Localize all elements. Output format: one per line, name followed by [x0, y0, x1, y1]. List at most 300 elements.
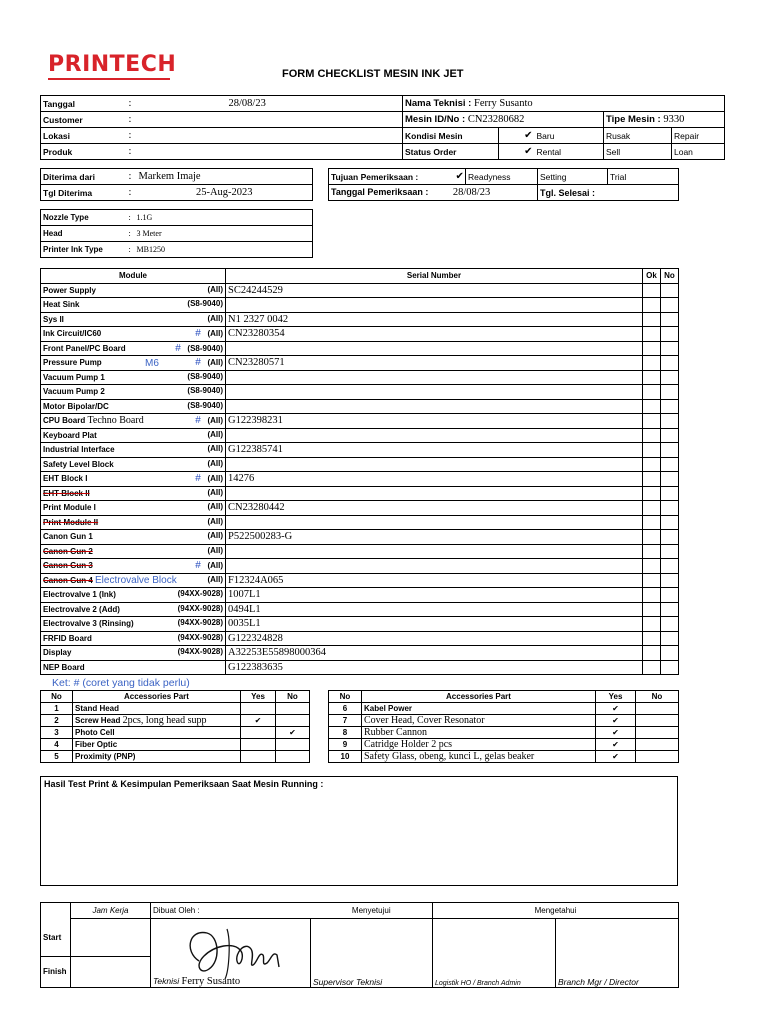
- hash-mark: #: [195, 415, 201, 426]
- ok-check[interactable]: [643, 341, 661, 356]
- accessory-row: [329, 727, 679, 739]
- module-cell: [41, 559, 226, 574]
- no-check[interactable]: [661, 486, 679, 501]
- module-name: Motor Bipolar/DC: [43, 401, 109, 411]
- module-cell: [41, 617, 226, 632]
- module-cell: [41, 631, 226, 646]
- module-code: (All): [207, 531, 223, 540]
- jam-kerja-header: Jam Kerja: [71, 903, 151, 919]
- accessory-no-mark[interactable]: [276, 703, 310, 715]
- module-code: (All): [207, 574, 223, 584]
- spec-label: Printer Ink Type: [41, 242, 127, 258]
- accessory-no-mark[interactable]: [276, 751, 310, 763]
- accessory-no-mark[interactable]: [636, 751, 679, 763]
- module-code: (All): [207, 545, 223, 555]
- diterima-table: [40, 168, 313, 201]
- diterima-dari-label: Diterima dari: [41, 169, 127, 185]
- dibuat-oleh-header: Dibuat Oleh :: [151, 903, 311, 919]
- accessory-no: 8: [329, 727, 362, 739]
- serial-number[interactable]: CN23280571: [226, 356, 643, 371]
- accessory-yes[interactable]: ✔: [596, 751, 636, 763]
- module-cell: [41, 312, 226, 327]
- logistik-signature-cell[interactable]: [433, 919, 556, 988]
- accessory-no-mark[interactable]: [636, 727, 679, 739]
- serial-number[interactable]: [226, 428, 643, 443]
- accessory-part: [73, 703, 241, 715]
- no-check[interactable]: [661, 327, 679, 342]
- module-name: Print Module I: [43, 503, 96, 513]
- logistik-label: Logistik HO / Branch Admin: [435, 980, 521, 987]
- customer-value[interactable]: [227, 112, 403, 128]
- no-check[interactable]: [661, 617, 679, 632]
- hasil-box[interactable]: [40, 776, 678, 886]
- serial-number[interactable]: A32253E55898000364: [226, 646, 643, 661]
- tanggal-label: Tanggal: [41, 96, 127, 112]
- module-name: Safety Level Block: [43, 459, 114, 469]
- module-name: EHT Block II: [43, 488, 90, 498]
- no-check[interactable]: [661, 399, 679, 414]
- module-code: (S8-9040): [187, 371, 223, 381]
- module-cell: [41, 530, 226, 545]
- module-name: Vacuum Pump 1: [43, 372, 105, 382]
- module-code: (All): [207, 458, 223, 468]
- ket-note: Ket: # (coret yang tidak perlu): [52, 677, 190, 689]
- accessory-no: 3: [41, 727, 73, 739]
- nama-teknisi-value: Ferry Susanto: [474, 98, 533, 109]
- module-cell: [41, 327, 226, 342]
- serial-number[interactable]: G122324828: [226, 631, 643, 646]
- module-row: [41, 660, 679, 675]
- accessory-no-mark[interactable]: ✔: [276, 727, 310, 739]
- module-cell: [41, 399, 226, 414]
- accessory-row: [329, 751, 679, 763]
- mengetahui-header: Mengetahui: [433, 903, 679, 919]
- module-cell: [41, 370, 226, 385]
- accessory-part-name: Stand Head: [75, 704, 120, 713]
- module-cell: [41, 443, 226, 458]
- module-name: Electrovalve 2 (Add): [43, 604, 120, 614]
- ok-check[interactable]: [643, 646, 661, 661]
- module-code: (All): [207, 561, 223, 570]
- status-order-label: Status Order: [403, 144, 499, 160]
- serial-number[interactable]: CN23280442: [226, 501, 643, 516]
- hasil-label: Hasil Test Print & Kesimpulan Pemeriksaan Saat Mesin Running :: [44, 779, 324, 789]
- module-code: (All): [207, 358, 223, 367]
- module-code: (S8-9040): [187, 299, 223, 308]
- module-cell: [41, 414, 226, 429]
- loan-option[interactable]: Loan: [672, 144, 725, 160]
- module-code: (94XX-9028): [177, 603, 223, 613]
- ok-check[interactable]: [643, 428, 661, 443]
- no-check[interactable]: [661, 472, 679, 487]
- mesin-id-label: Mesin ID/No :: [405, 114, 466, 125]
- module-cell: [41, 457, 226, 472]
- accessory-row: [41, 703, 310, 715]
- module-code: (S8-9040): [187, 386, 223, 395]
- accessory-no: 1: [41, 703, 73, 715]
- module-code: (S8-9040): [187, 400, 223, 410]
- accessory-part-name: Proximity (PNP): [75, 752, 136, 761]
- supervisor-label: Supervisor Teknisi: [313, 977, 383, 987]
- module-cell: [41, 341, 226, 356]
- module-code: (94XX-9028): [177, 589, 223, 598]
- module-cell: [41, 573, 226, 588]
- ok-check[interactable]: [643, 573, 661, 588]
- ok-check[interactable]: [643, 298, 661, 313]
- module-cell: [41, 501, 226, 516]
- serial-number[interactable]: 14276: [226, 472, 643, 487]
- module-cell: [41, 283, 226, 298]
- signature-table: [40, 902, 679, 988]
- serial-number[interactable]: P522500283-G: [226, 530, 643, 545]
- spec-value[interactable]: MB1250: [135, 242, 313, 258]
- module-row: [41, 443, 679, 458]
- readyness-check[interactable]: ✔: [454, 169, 466, 185]
- supervisor-signature-cell[interactable]: [311, 919, 433, 988]
- module-row: [41, 530, 679, 545]
- serial-number[interactable]: [226, 515, 643, 530]
- no-check[interactable]: [661, 559, 679, 574]
- no-check[interactable]: [661, 588, 679, 603]
- module-code: (All): [207, 313, 223, 323]
- module-name: Display: [43, 648, 72, 658]
- accessory-yes[interactable]: [241, 739, 276, 751]
- lokasi-value[interactable]: [227, 128, 403, 144]
- teknisi-label: Teknisi: [153, 976, 180, 986]
- no-check[interactable]: [661, 443, 679, 458]
- accessory-part: [73, 715, 241, 727]
- serial-number[interactable]: [226, 544, 643, 559]
- accessory-part: Kabel Power: [362, 703, 596, 715]
- no-check[interactable]: [661, 414, 679, 429]
- module-row: [41, 327, 679, 342]
- ok-check[interactable]: [643, 312, 661, 327]
- no-check[interactable]: [661, 602, 679, 617]
- module-row: [41, 399, 679, 414]
- kondisi-label: Kondisi Mesin: [403, 128, 499, 144]
- module-row: [41, 283, 679, 298]
- colon: :: [127, 128, 227, 144]
- rusak-option[interactable]: Rusak: [604, 128, 672, 144]
- ok-check[interactable]: [643, 501, 661, 516]
- module-code: (All): [207, 487, 223, 497]
- module-row: [41, 617, 679, 632]
- module-row: [41, 457, 679, 472]
- module-cell: [41, 660, 226, 675]
- hash-mark: #: [175, 342, 181, 354]
- module-name: FRFID Board: [43, 633, 92, 643]
- serial-number[interactable]: 1007L1: [226, 588, 643, 603]
- accessory-no: 9: [329, 739, 362, 751]
- teknisi-name: Ferry Susanto: [181, 976, 241, 987]
- no-check[interactable]: [661, 283, 679, 298]
- ok-check[interactable]: [643, 588, 661, 603]
- module-row: [41, 631, 679, 646]
- module-cell: [41, 428, 226, 443]
- accessory-no: 4: [41, 739, 73, 751]
- module-name: Power Supply: [43, 285, 96, 295]
- module-row: [41, 472, 679, 487]
- accessory-row: [329, 703, 679, 715]
- serial-number[interactable]: [226, 457, 643, 472]
- tanggal-pemeriksaan-cell[interactable]: [329, 185, 538, 201]
- module-name: Print Module II: [43, 517, 99, 527]
- module-row: [41, 312, 679, 327]
- module-name: CPU Board: [43, 416, 86, 426]
- accessory-no-mark[interactable]: [636, 739, 679, 751]
- accessory-row: [329, 715, 679, 727]
- start-label: Start: [41, 919, 71, 957]
- serial-number[interactable]: G122398231: [226, 414, 643, 429]
- accessory-part: [73, 751, 241, 763]
- module-cell: [41, 602, 226, 617]
- serial-number[interactable]: 0494L1: [226, 602, 643, 617]
- acc-yes-header: Yes: [241, 691, 276, 703]
- serial-number[interactable]: [226, 486, 643, 501]
- lokasi-label: Lokasi: [41, 128, 127, 144]
- colon: :: [127, 226, 135, 242]
- accessory-row: [41, 715, 310, 727]
- branch-mgr-label: Branch Mgr / Director: [558, 977, 639, 987]
- accessory-no: 10: [329, 751, 362, 763]
- serial-number[interactable]: [226, 341, 643, 356]
- trial-option[interactable]: Trial: [608, 169, 679, 185]
- serial-number[interactable]: G122383635: [226, 660, 643, 675]
- accessory-yes[interactable]: ✔: [596, 727, 636, 739]
- accessory-row: [41, 739, 310, 751]
- spec-value[interactable]: 1.1G: [135, 210, 313, 226]
- spec-row: [41, 242, 313, 258]
- serial-number[interactable]: SC24244529: [226, 283, 643, 298]
- accessory-part-name: Screw Head: [75, 716, 121, 725]
- menyetujui-header: Menyetujui: [311, 903, 433, 919]
- module-row: [41, 559, 679, 574]
- module-row: [41, 414, 679, 429]
- finish-time[interactable]: [71, 956, 151, 987]
- no-check[interactable]: [661, 385, 679, 400]
- acc-no-header: No: [329, 691, 362, 703]
- teknisi-signature-cell[interactable]: [151, 919, 311, 988]
- accessory-yes[interactable]: [241, 703, 276, 715]
- serial-number[interactable]: G122385741: [226, 443, 643, 458]
- ok-check[interactable]: [643, 283, 661, 298]
- no-check[interactable]: [661, 660, 679, 675]
- no-check[interactable]: [661, 501, 679, 516]
- accessory-part: [73, 739, 241, 751]
- accessory-yes[interactable]: ✔: [596, 715, 636, 727]
- module-code: (All): [207, 429, 223, 439]
- module-name: Canon Gun 1: [43, 532, 93, 542]
- module-cell: [41, 298, 226, 313]
- hash-mark: #: [195, 560, 201, 571]
- baru-option: Baru: [535, 128, 604, 144]
- empty-cell: [41, 903, 71, 919]
- colon: :: [127, 144, 227, 160]
- no-check[interactable]: [661, 530, 679, 545]
- module-row: [41, 501, 679, 516]
- ok-check[interactable]: [643, 414, 661, 429]
- serial-number[interactable]: F12324A065: [226, 573, 643, 588]
- ok-check[interactable]: [643, 544, 661, 559]
- ok-check[interactable]: [643, 457, 661, 472]
- ok-check[interactable]: [643, 660, 661, 675]
- accessory-no-mark[interactable]: [276, 715, 310, 727]
- tanggal-value[interactable]: 28/08/23: [227, 96, 403, 112]
- module-name: EHT Block I: [43, 474, 88, 484]
- module-name: Sys II: [43, 314, 64, 324]
- no-check[interactable]: [661, 312, 679, 327]
- no-check[interactable]: [661, 428, 679, 443]
- module-cell: [41, 472, 226, 487]
- mesin-id-cell[interactable]: [403, 112, 604, 128]
- accessory-part: [73, 727, 241, 739]
- no-check[interactable]: [661, 631, 679, 646]
- accessory-no-mark[interactable]: [276, 739, 310, 751]
- ok-check[interactable]: [643, 617, 661, 632]
- hash-mark: #: [195, 328, 201, 339]
- baru-check[interactable]: ✔: [499, 128, 535, 144]
- module-name: Pressure Pump: [43, 358, 102, 368]
- serial-number[interactable]: [226, 370, 643, 385]
- ok-check[interactable]: [643, 370, 661, 385]
- rental-check[interactable]: ✔: [499, 144, 535, 160]
- ok-check[interactable]: [643, 385, 661, 400]
- module-name: Heat Sink: [43, 300, 80, 310]
- accessory-yes[interactable]: ✔: [596, 703, 636, 715]
- accessory-part: Cover Head, Cover Resonator: [362, 715, 596, 727]
- no-check[interactable]: [661, 341, 679, 356]
- repair-option[interactable]: Repair: [672, 128, 725, 144]
- acc-no2-header: No: [276, 691, 310, 703]
- sell-option[interactable]: Sell: [604, 144, 672, 160]
- ok-check[interactable]: [643, 399, 661, 414]
- serial-number[interactable]: [226, 559, 643, 574]
- tanggal-pemeriksaan-value: 28/08/23: [452, 187, 491, 198]
- start-time[interactable]: [71, 919, 151, 957]
- module-code: (All): [207, 516, 223, 526]
- accessory-yes[interactable]: ✔: [596, 739, 636, 751]
- acc-part-header: Accessories Part: [362, 691, 596, 703]
- accessory-no-mark[interactable]: [636, 715, 679, 727]
- module-name: Ink Circuit/IC60: [43, 329, 102, 339]
- module-name: Electrovalve 1 (Ink): [43, 590, 116, 600]
- no-check[interactable]: [661, 515, 679, 530]
- module-row: [41, 602, 679, 617]
- module-cell: [41, 646, 226, 661]
- serial-number[interactable]: [226, 385, 643, 400]
- printech-logo: PRINTECH: [48, 52, 177, 77]
- serial-number[interactable]: [226, 298, 643, 313]
- module-name: Industrial Interface: [43, 445, 115, 455]
- serial-number[interactable]: [226, 399, 643, 414]
- logo-underline: [48, 78, 170, 80]
- acc-no2-header: No: [636, 691, 679, 703]
- tujuan-table: [328, 168, 679, 201]
- no-check[interactable]: [661, 370, 679, 385]
- branch-signature-cell[interactable]: [556, 919, 679, 988]
- module-code: (All): [207, 502, 223, 511]
- module-code: (94XX-9028): [177, 647, 223, 656]
- module-row: [41, 428, 679, 443]
- tgl-diterima-value[interactable]: 25-Aug-2023: [137, 185, 313, 201]
- no-check[interactable]: [661, 457, 679, 472]
- acc-yes-header: Yes: [596, 691, 636, 703]
- accessory-yes[interactable]: [241, 727, 276, 739]
- no-check[interactable]: [661, 544, 679, 559]
- ok-check[interactable]: [643, 472, 661, 487]
- colon: :: [127, 185, 137, 201]
- module-table: [40, 268, 679, 675]
- serial-number[interactable]: N1 2327 0042: [226, 312, 643, 327]
- module-note: Electrovalve Block: [95, 574, 177, 586]
- accessory-part-name: Photo Cell: [75, 728, 115, 737]
- module-cell: [41, 515, 226, 530]
- module-cell: [41, 385, 226, 400]
- tipe-mesin-cell[interactable]: [604, 112, 725, 128]
- nama-teknisi-cell[interactable]: [403, 96, 725, 112]
- serial-number[interactable]: CN23280354: [226, 327, 643, 342]
- spec-label: Nozzle Type: [41, 210, 127, 226]
- module-code: (All): [207, 474, 223, 483]
- ok-check[interactable]: [643, 530, 661, 545]
- ok-check[interactable]: [643, 631, 661, 646]
- module-name: Keyboard Plat: [43, 430, 97, 440]
- no-check[interactable]: [661, 298, 679, 313]
- ok-check[interactable]: [643, 443, 661, 458]
- ok-check[interactable]: [643, 356, 661, 371]
- module-row: [41, 486, 679, 501]
- module-cell: [41, 544, 226, 559]
- accessory-part: Safety Glass, obeng, kunci L, gelas beaker: [362, 751, 596, 763]
- no-check[interactable]: [661, 356, 679, 371]
- tipe-mesin-label: Tipe Mesin :: [606, 114, 661, 125]
- module-code: (94XX-9028): [177, 618, 223, 627]
- module-code: (All): [207, 284, 223, 294]
- accessory-yes[interactable]: ✔: [241, 715, 276, 727]
- setting-option[interactable]: Setting: [538, 169, 608, 185]
- module-code: (All): [207, 416, 223, 425]
- module-row: [41, 573, 679, 588]
- serial-header: Serial Number: [226, 269, 643, 284]
- module-row: [41, 385, 679, 400]
- accessory-part: Rubber Cannon: [362, 727, 596, 739]
- no-check[interactable]: [661, 646, 679, 661]
- readyness-option: Readyness: [466, 169, 538, 185]
- tgl-selesai-label: Tgl. Selesai :: [540, 187, 596, 198]
- ok-check[interactable]: [643, 559, 661, 574]
- module-cell: [41, 588, 226, 603]
- ok-check[interactable]: [643, 327, 661, 342]
- spec-value[interactable]: 3 Meter: [135, 226, 313, 242]
- serial-number[interactable]: 0035L1: [226, 617, 643, 632]
- accessory-yes[interactable]: [241, 751, 276, 763]
- specs-table: [40, 209, 313, 258]
- accessory-part: Catridge Holder 2 pcs: [362, 739, 596, 751]
- ok-check[interactable]: [643, 515, 661, 530]
- accessories-left-table: [40, 690, 310, 763]
- produk-value[interactable]: [227, 144, 403, 160]
- spec-row: [41, 226, 313, 242]
- no-check[interactable]: [661, 573, 679, 588]
- diterima-dari-value[interactable]: Markem Imaje: [137, 169, 313, 185]
- ok-check[interactable]: [643, 486, 661, 501]
- module-code: (All): [207, 444, 223, 453]
- ok-check[interactable]: [643, 602, 661, 617]
- accessory-no-mark[interactable]: [636, 703, 679, 715]
- tgl-selesai-cell[interactable]: [538, 185, 679, 201]
- rental-option: Rental: [535, 144, 604, 160]
- colon: :: [127, 169, 137, 185]
